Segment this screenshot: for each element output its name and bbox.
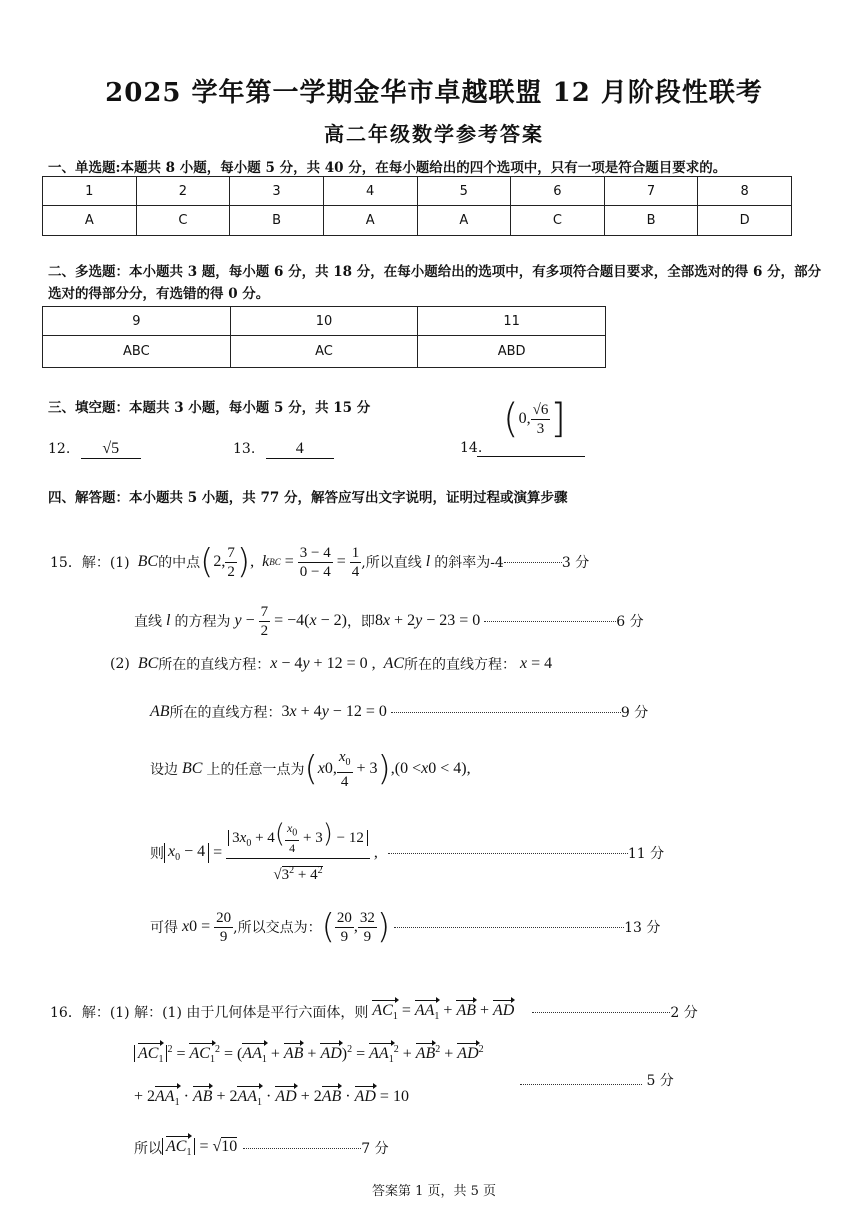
q15-text: 所在的直线方程： — [404, 657, 517, 673]
q15-score5: 13 分 — [624, 920, 661, 936]
q12 — [48, 440, 141, 459]
q16-score1: 2 分 — [670, 1005, 698, 1021]
q15-text: ，即 — [346, 614, 375, 630]
section3-heading: 三、填空题：本题共 3 小题，每小题 5 分，共 15 分 — [48, 400, 371, 416]
q13 — [233, 440, 334, 459]
q15-line7: 可得 x 0 = $\frac{20}{9}$ ,所以交点为： ( $\frac{20}{9}$ , $\frac{32}{9}$ ) 13 分 — [150, 907, 661, 947]
multi-choice-table — [42, 306, 606, 368]
q15-label: 15．解：(1) — [50, 555, 130, 571]
q15-text: 设边 — [150, 762, 178, 778]
q14-answer-prefix: 0, — [518, 410, 531, 427]
table-cell: D — [698, 206, 792, 236]
q14-answer: (0, $\frac{√6}{3}$ ] — [503, 396, 566, 442]
table-cell: ABD — [418, 336, 606, 368]
q14-numerator: √6 — [532, 401, 549, 418]
table-cell: 3 — [230, 177, 324, 206]
q15-score2: 6 分 — [616, 614, 644, 630]
q15-text: 的方程为 — [174, 614, 231, 630]
table-cell: 8 — [698, 177, 792, 206]
table-cell: 11 — [418, 307, 606, 336]
table-row-numbers — [43, 177, 792, 206]
q15-text: ,所以交点为： — [233, 920, 322, 936]
q15-text: 上的任意一点为 — [206, 762, 305, 778]
q12-label: 12. — [48, 441, 71, 457]
q15-line5: 设边 BC 上的任意一点为 ( x 0 , $\frac{x_0}{4}$ + 3 ) ,(0 < x 0 < 4), — [150, 748, 471, 790]
table-row-answers — [43, 206, 792, 236]
q16-line3: + $2AA_1$ · AB + $2AA_1$ · AD + 2AB · AD = 10 — [134, 1088, 409, 1109]
table-cell: C — [136, 206, 230, 236]
table-row-numbers — [43, 307, 606, 336]
q16-score2-row — [520, 1070, 674, 1090]
page-subtitle: 高二年级数学参考答案 — [324, 122, 544, 146]
q15-text: 所在的直线方程： — [169, 705, 282, 721]
table-cell: 2 — [136, 177, 230, 206]
table-cell: 7 — [604, 177, 698, 206]
table-cell: C — [511, 206, 605, 236]
q16-score3: 7 分 — [361, 1141, 389, 1157]
table-cell: 5 — [417, 177, 511, 206]
q16-score2: 5 分 — [646, 1073, 674, 1089]
q14-blank-line — [477, 456, 585, 457]
q15-line4: AB 所在的直线方程： 3 x + 4 y − 12 = 0 9 分 — [150, 703, 649, 721]
page-title: 2025 学年第一学期金华市卓越联盟 12 月阶段性联考 — [105, 78, 763, 108]
q12-answer: √5 — [81, 440, 141, 459]
table-cell: 9 — [43, 307, 231, 336]
q15-text: 则 — [150, 846, 164, 862]
q14-label: 14. — [460, 440, 483, 456]
table-cell: A — [417, 206, 511, 236]
table-cell: A — [323, 206, 417, 236]
table-cell: A — [43, 206, 137, 236]
table-cell: 10 — [230, 307, 418, 336]
section4-heading: 四、解答题：本小题共 5 小题，共 77 分，解答应写出文字说明，证明过程或演算步骤 — [48, 490, 568, 506]
table-cell: 6 — [511, 177, 605, 206]
q16-label: 16．解：(1) 解：(1) 由于几何体是平行六面体，则 — [50, 1005, 369, 1021]
q15-score1: 3 分 — [561, 555, 590, 571]
q13-label: 13. — [233, 441, 256, 457]
q15-text: 的中点 — [158, 555, 201, 571]
table-row-answers — [43, 336, 606, 368]
q16-line1: 16．解：(1) 解：(1) 由于几何体是平行六面体，则 $AC_1 = AA_1$ + AB + AD 2 分 — [50, 1001, 698, 1023]
q15-text: 可得 — [150, 920, 178, 936]
q16-line4: 所以 $AC_1 = √10$ 7 分 — [134, 1137, 389, 1159]
q15-score4: 11 分 — [627, 846, 665, 862]
q15-line1: 15．解：(1) BC 的中点 ( 2, $\frac{7}{2}$ ) , k BC = $\frac{3 - 4}{0 - 4}$ = $\frac{1}{4}$ ,所以直线 l 的斜率为-4 3 分 — [50, 542, 590, 582]
q16-text: 所以 — [134, 1141, 162, 1157]
table-cell: 1 — [43, 177, 137, 206]
q14-denominator: 3 — [536, 420, 545, 437]
q15-text: 的斜率为-4 — [434, 555, 504, 571]
table-cell: AC — [230, 336, 418, 368]
q15-score3: 9 分 — [620, 705, 649, 721]
table-cell: ABC — [43, 336, 231, 368]
q16-line2: $AC_1^2 = AC_1^2 = (AA_1$ + AB + $AD)^2 = AA_1^2 + AB^2 + AD^2$ — [134, 1044, 484, 1066]
table-cell: B — [604, 206, 698, 236]
q15-text: 直线 — [134, 614, 162, 630]
table-cell: B — [230, 206, 324, 236]
page-footer: 答案第 1 页，共 5 页 — [371, 1184, 497, 1199]
q15-text: ,所以直线 — [361, 555, 422, 571]
q15-text: 所在的直线方程： — [158, 657, 271, 673]
single-choice-table — [42, 176, 792, 236]
section2-heading: 二、多选题：本小题共 3 题，每小题 6 分，共 18 分，在每小题给出的选项中，有多项符合题目要求，全部选对的得 6 分，部分选对的得部分分，有选错的得 0 分。 — [48, 264, 822, 302]
q15-part2-label: (2) — [110, 656, 130, 672]
q13-answer: 4 — [266, 440, 334, 459]
section1-heading: 一、单选题:本题共 8 小题，每小题 5 分，共 40 分，在每小题给出的四个选项中，只有一项是符合题目要求的。 — [48, 160, 727, 176]
table-cell: 4 — [323, 177, 417, 206]
q15-line6: 则 $x_0 - 4$ = $3x_0 + 4$( $\frac{x_0}{4}$ + 3) − 12 $√3^2 + 4^2$ , 11 分 — [150, 818, 665, 883]
q15-line3: (2) BC 所在的直线方程： x − 4 y + 12 = 0 , AC 所在的直线方程： x = 4 — [110, 655, 553, 673]
q15-line2: 直线 l 的方程为 y − $\frac{7}{2}$ = −4( x − 2) ，即 8 x + 2 y − 23 = 0 6 分 — [134, 603, 644, 639]
